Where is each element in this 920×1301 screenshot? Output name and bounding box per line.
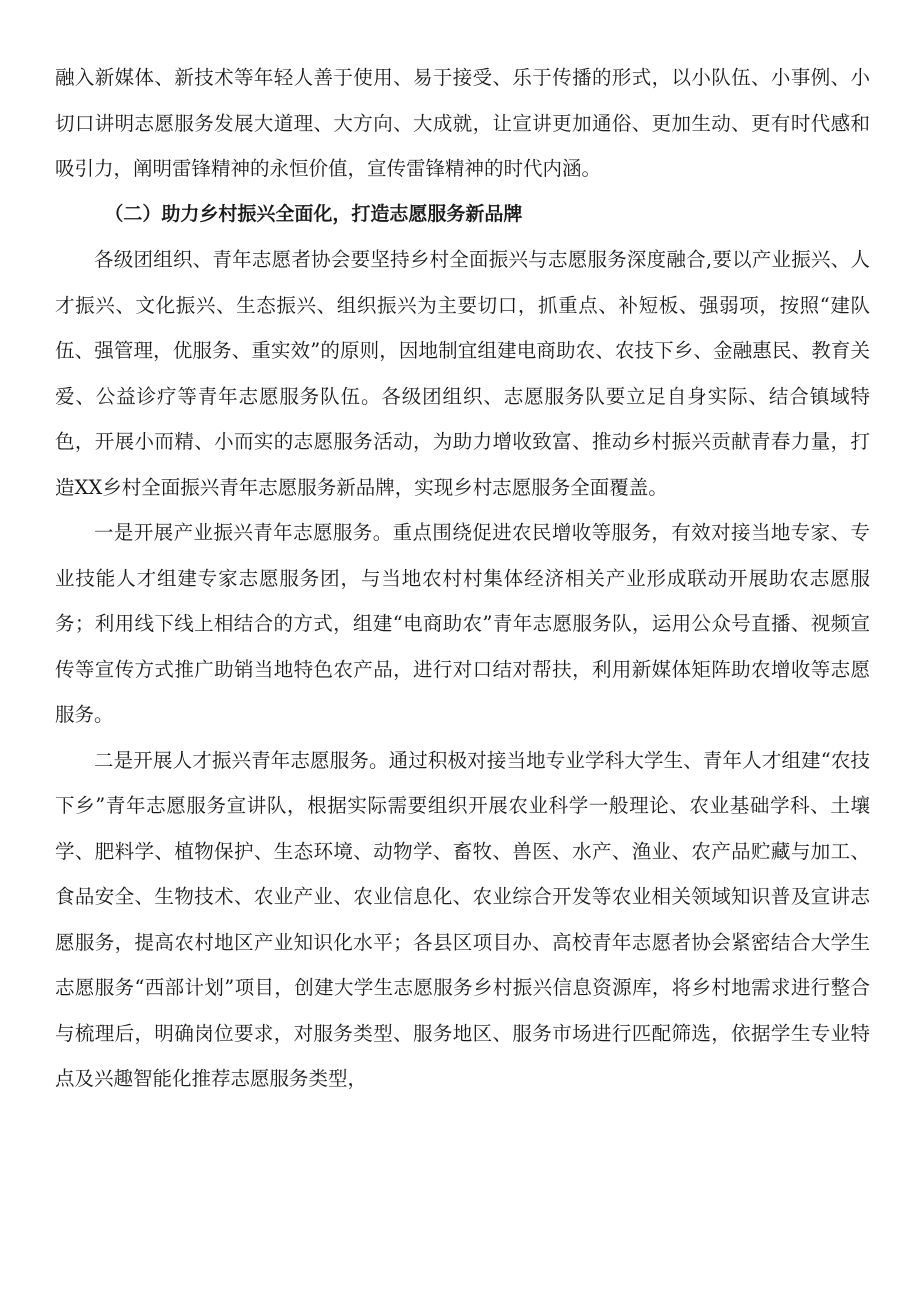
paragraph-industry-revitalization: 一是开展产业振兴青年志愿服务。重点围绕促进农民增收等服务，有效对接当地专家、专业技能人才组建专家志愿服务团，与当地农村村集体经济相关产业形成联动开展助农志愿服务；利用线下线上相结合的方式，组建“电商助农”青年志愿服务队，运用公众号直播、视频宣传等宣传方式推广助销当地特色农产品，进行对口结对帮扶，利用新媒体矩阵助农增收等志愿服务。: [55, 521, 870, 726]
document-page: [55, 55, 870, 1102]
paragraph-intro: 融入新媒体、新技术等年轻人善于使用、易于接受、乐于传播的形式，以小队伍、小事例、小切口讲明志愿服务发展大道理、大方向、大成就，让宣讲更加通俗、更加生动、更有时代感和吸引力，阐明雷锋精神的永恒价值，宣传雷锋精神的时代内涵。: [55, 66, 870, 180]
paragraph-rural-revitalization: 各级团组织、青年志愿者协会要坚持乡村全面振兴与志愿服务深度融合,要以产业振兴、人才振兴、文化振兴、生态振兴、组织振兴为主要切口，抓重点、补短板、强弱项，按照“建队伍、强管理，优服务、重实效”的原则，因地制宜组建电商助农、农技下乡、金融惠民、教育关爱、公益诊疗等青年志愿服务队伍。各级团组织、志愿服务队要立足自身实际、结合镇域特色，开展小而精、小而实的志愿服务活动，为助力增收致富、推动乡村振兴贡献青春力量，打造XX乡村全面振兴青年志愿服务新品牌，实现乡村志愿服务全面覆盖。: [55, 248, 870, 499]
section-heading: （二）助力乡村振兴全面化，打造志愿服务新品牌: [104, 202, 523, 225]
paragraph-talent-revitalization: 二是开展人才振兴青年志愿服务。通过积极对接当地专业学科大学生、青年人才组建“农技下乡”青年志愿服务宣讲队，根据实际需要组织开展农业科学一般理论、农业基础学科、土壤学、肥料学、植物保护、生态环境、动物学、畜牧、兽医、水产、渔业、农产品贮藏与加工、食品安全、生物技术、农业产业、农业信息化、农业综合开发等农业相关领域知识普及宣讲志愿服务，提高农村地区产业知识化水平；各县区项目办、高校青年志愿者协会紧密结合大学生志愿服务“西部计划”项目，创建大学生志愿服务乡村振兴信息资源库，将乡村地需求进行整合与梳理后，明确岗位要求，对服务类型、服务地区、服务市场进行匹配筛选，依据学生专业特点及兴趣智能化推荐志愿服务类型，: [55, 748, 870, 1090]
